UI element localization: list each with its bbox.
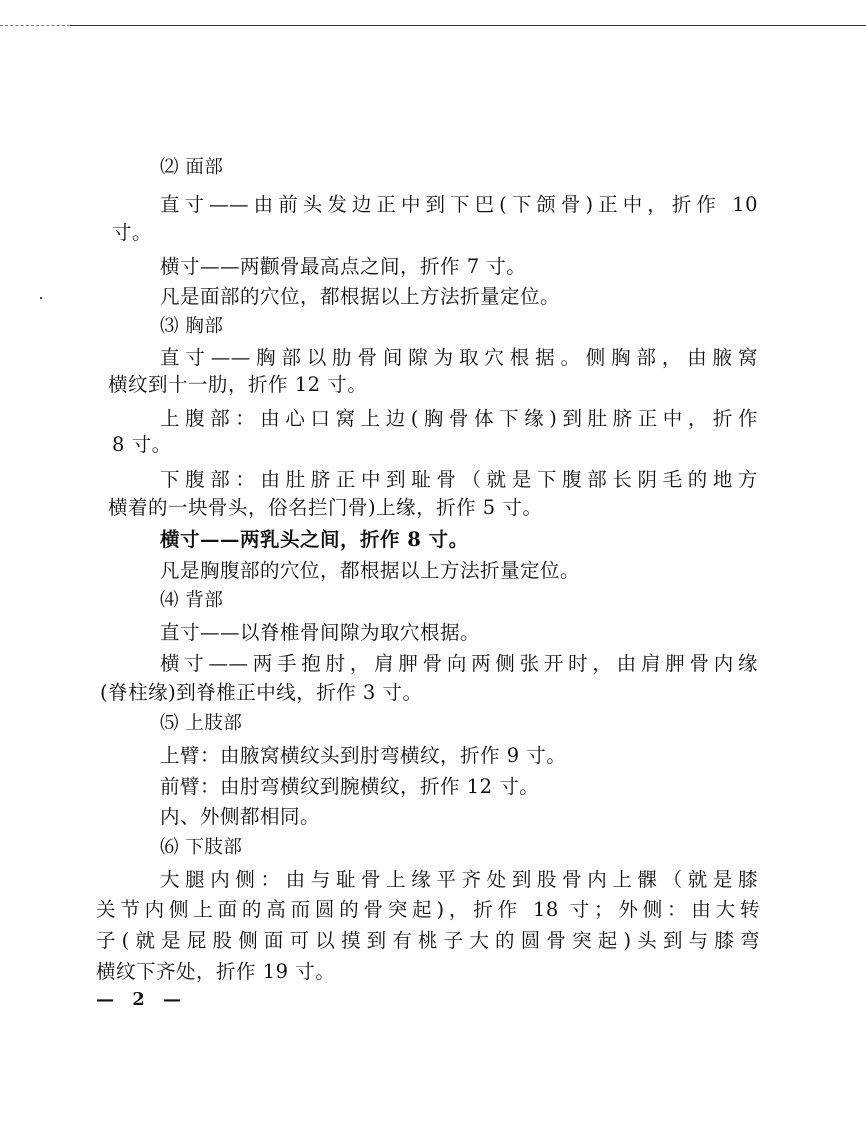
text-line: 横纹下齐处，折作 19 寸。: [96, 960, 336, 983]
section-heading-back: ⑷ 背部: [160, 590, 224, 611]
text-line: (脊柱缘)到脊椎正中线，折作 3 寸。: [100, 681, 423, 704]
text-line: 上腹部：由心口窝上边(胸骨体下缘)到肚脐正中，折作: [160, 407, 758, 430]
text-line: 横寸——两颧骨最高点之间，折作 7 寸。: [160, 255, 527, 278]
section-heading-lower-limb: ⑹ 下肢部: [160, 837, 243, 858]
header-rule-dashed: [0, 25, 70, 26]
text-line: 凡是面部的穴位，都根据以上方法折量定位。: [160, 285, 561, 308]
section-heading-chest: ⑶ 胸部: [160, 316, 224, 337]
text-line: 直寸——由前头发边正中到下巴(下颌骨)正中，折作 10: [160, 193, 758, 216]
text-line: 凡是胸腹部的穴位，都根据以上方法折量定位。: [160, 559, 581, 582]
section-heading-face: ⑵ 面部: [160, 157, 224, 178]
text-line: 前臂：由肘弯横纹到腕横纹，折作 12 寸。: [160, 775, 540, 798]
section-heading-upper-limb: ⑸ 上肢部: [160, 713, 243, 734]
text-line: 上臂：由腋窝横纹头到肘弯横纹，折作 9 寸。: [160, 744, 567, 767]
text-line: 寸。: [112, 221, 153, 244]
text-line: 关节内侧上面的高而圆的骨突起)，折作 18 寸；外侧：由大转: [96, 898, 760, 921]
header-rule: [70, 25, 866, 26]
text-line: 直寸——以脊椎骨间隙为取穴根据。: [160, 621, 481, 644]
text-line: 横纹到十一肋，折作 12 寸。: [108, 373, 368, 396]
text-line: 下腹部：由肚脐正中到耻骨（就是下腹部长阴毛的地方: [160, 468, 758, 491]
text-line: 8 寸。: [112, 433, 172, 456]
text-line: 横寸——两手抱肘，肩胛骨向两侧张开时，由肩胛骨内缘: [160, 652, 758, 675]
text-line: 内、外侧都相同。: [160, 805, 321, 828]
text-line: 子(就是屁股侧面可以摸到有桃子大的圆骨突起)头到与膝弯: [96, 929, 760, 952]
scan-speck: [40, 297, 42, 299]
text-line: 直寸——胸部以肋骨间隙为取穴根据。侧胸部，由腋窝: [160, 346, 758, 369]
text-line: 大腿内侧：由与耻骨上缘平齐处到股骨内上髁（就是膝: [160, 868, 758, 891]
page-number: — 2 —: [96, 989, 188, 1010]
text-line: 横着的一块骨头，俗名拦门骨)上缘，折作 5 寸。: [108, 496, 543, 519]
text-line: 横寸——两乳头之间，折作 8 寸。: [160, 528, 469, 551]
